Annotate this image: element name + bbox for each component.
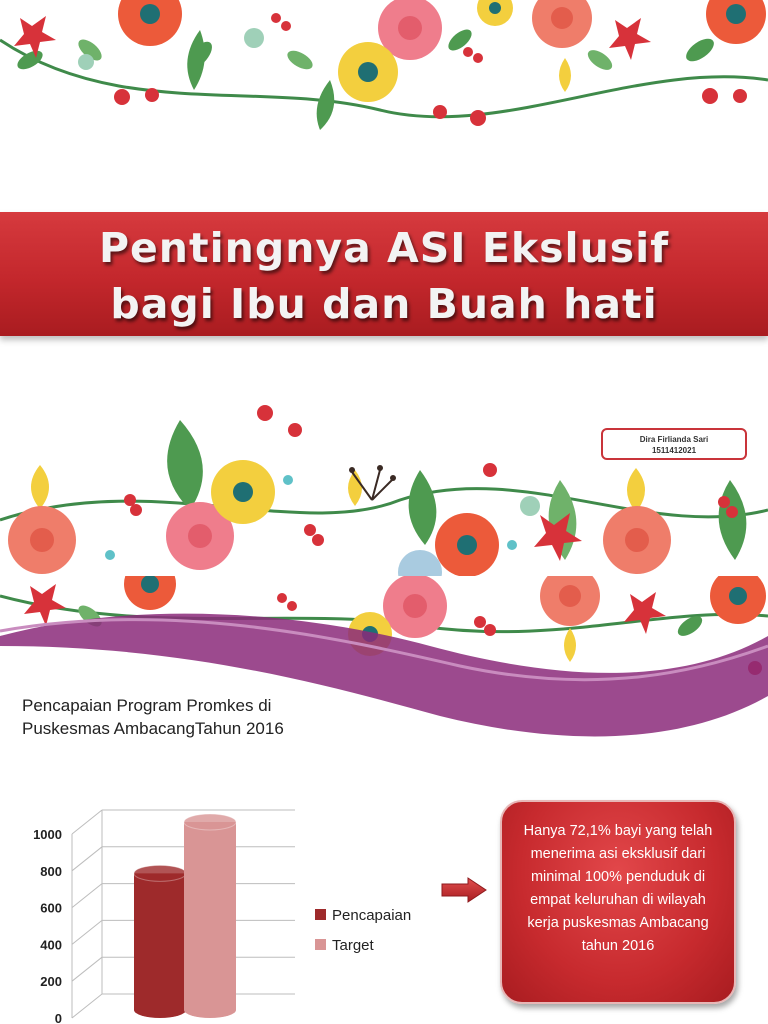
bar-target-cap [184, 814, 236, 830]
y-tick-label: 600 [40, 900, 62, 916]
author-box [601, 428, 747, 460]
page-title-line-1: Pentingnya ASI Ekslusif [98, 224, 670, 272]
gridline-side [72, 994, 102, 1018]
y-tick-label: 1000 [33, 827, 62, 842]
subtitle-line-2: Puskesmas AmbacangTahun 2016 [22, 719, 284, 738]
gridline-side [72, 920, 102, 944]
y-tick-label: 400 [40, 937, 62, 953]
flower-garland-top [0, 0, 768, 130]
chart-slide [0, 576, 768, 1024]
author-id: 1511412021 [651, 446, 697, 455]
gridline-side [72, 810, 102, 834]
page-title-line-2: bagi Ibu dan Buah hati [110, 280, 658, 328]
gridline-side [72, 847, 102, 871]
chart-subtitle [22, 694, 284, 740]
bar-chart [0, 794, 440, 1024]
y-tick-label: 0 [54, 1011, 62, 1024]
bar-target-body [184, 822, 236, 1018]
legend-label-0: Pencapaian [332, 907, 412, 924]
right-arrow-icon [440, 876, 488, 904]
bar-pencapaian-body [134, 873, 186, 1018]
bar-pencapaian-cap [134, 865, 186, 881]
gridline-side [72, 884, 102, 908]
gridline-side [72, 957, 102, 981]
info-callout: Hanya 72,1% bayi yang telah menerima asi eksklusif dari minimal 100% penduduk di empat keluruhan di wilayah kerja puskesmas Ambacang tahun 2016 [500, 800, 736, 1004]
subtitle-line-1: Pencapaian Program Promkes di [22, 696, 272, 715]
bar-target [184, 814, 236, 1018]
legend-swatch-1 [315, 939, 326, 950]
y-tick-label: 800 [40, 863, 62, 879]
author-name: Dira Firlianda Sari [639, 435, 709, 444]
y-tick-label: 200 [40, 974, 62, 990]
legend-label-1: Target [332, 937, 374, 954]
legend-swatch-0 [315, 909, 326, 920]
bar-pencapaian [134, 865, 186, 1018]
